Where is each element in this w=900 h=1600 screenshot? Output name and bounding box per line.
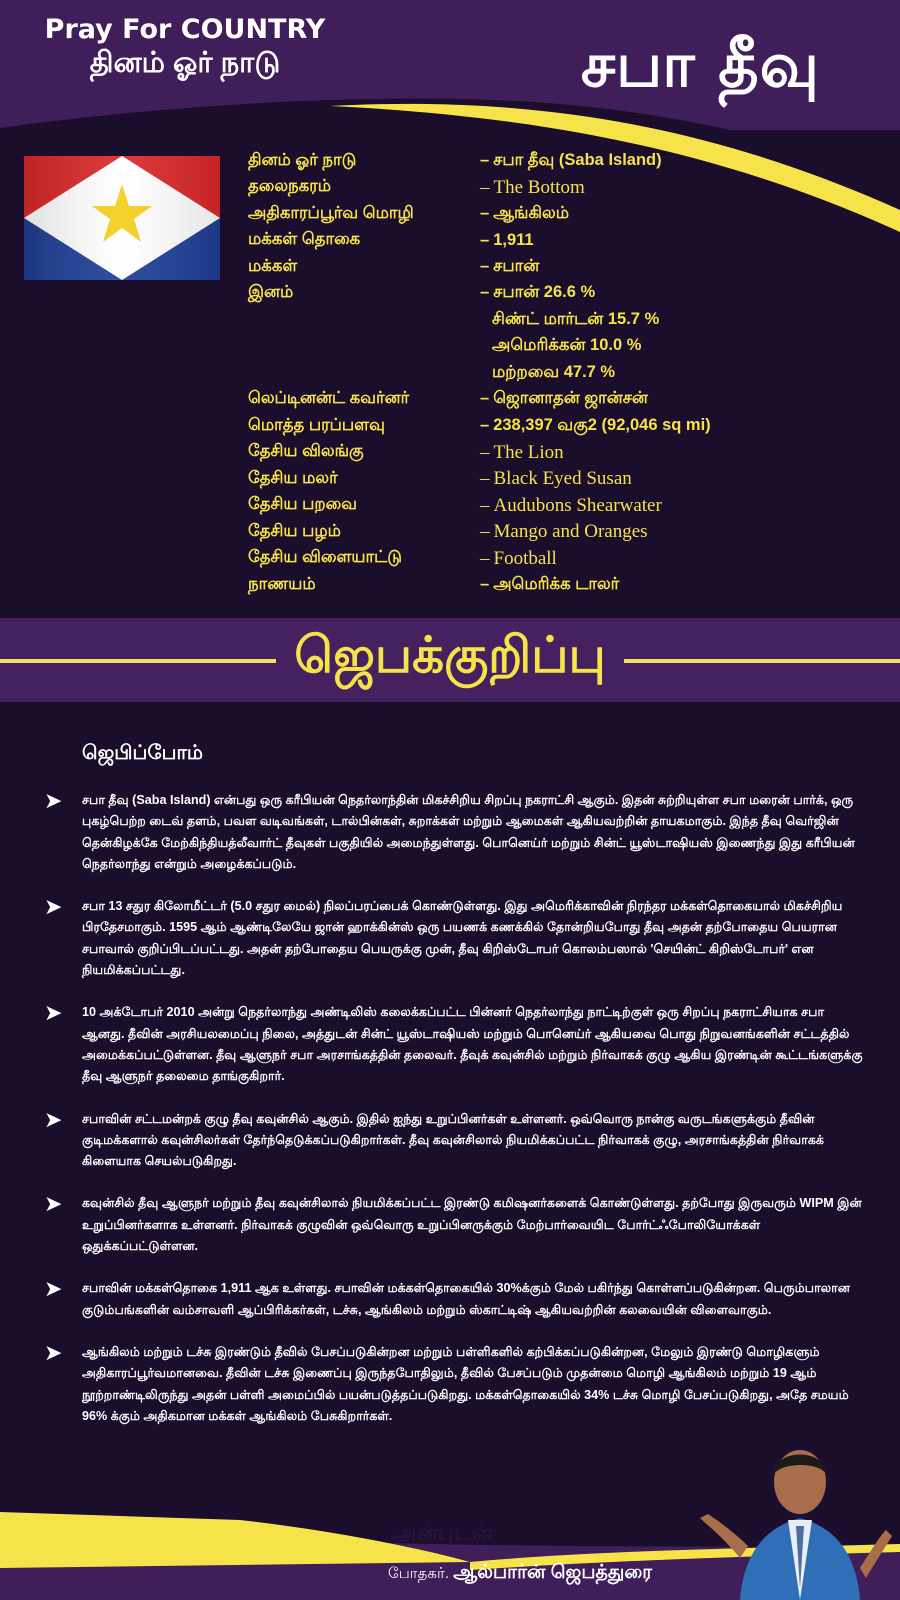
info-label: அதிகாரப்பூர்வ மொழி — [248, 203, 414, 222]
prayer-point-text: சபா தீவு (Saba Island) என்பது ஒரு கரீபியன் நெதர்லாந்தின் மிகச்சிறிய சிறப்பு நகராட்சி ஆகும். இதன் சுற்றியுள்ள சபா மரைன் பார்க், ஒரு புகழ்பெற்ற டைவ் தளம், பவள வடிவங்கள், டால்பின்கள், சுறாக்கள் மற்றும் ஆமைகள் ஆகியவற்றின் தாயகமாகும். இந்த தீவு வெர்ஜின் தென்கிழக்கே மேற்கிந்தியத்லீவார்ட் தீவுகள் பகுதியில் அமைந்துள்ளது. பொனெய்ர் மற்றும் சின்ட் யூஸ்டாஷியஸ் இணைந்து இது கரீபியன் நெதர்லாந்து என்றும் அழைக்கப்படும். — [82, 793, 855, 871]
info-label: தேசிய விளையாட்டு — [248, 548, 403, 567]
arrow-icon: ➤ — [44, 1339, 63, 1365]
anbudan-text: அன்புடன் — [392, 1520, 493, 1545]
info-label: மக்கள் — [248, 256, 298, 275]
prayer-banner — [0, 618, 900, 702]
info-row-ethnicity-2 — [248, 307, 888, 334]
info-row-capital: தலைநகரம் – The Bottom — [248, 176, 585, 198]
saba-flag-icon — [24, 156, 220, 280]
info-row-ethnicity-4 — [248, 360, 888, 387]
arrow-icon: ➤ — [44, 1191, 63, 1217]
info-row-sport: தேசிய விளையாட்டு – Football — [248, 547, 557, 569]
prayer-points — [44, 790, 864, 1448]
preacher-name: ஆல்பார்ன் ஜெபத்துரை — [453, 1562, 653, 1583]
info-label: நாணயம் — [248, 574, 316, 593]
info-label: மக்கள் தொகை — [248, 230, 361, 249]
prayer-point-text: சபாவின் சட்டமன்றக் குழு தீவு கவுன்சில் ஆகும். இதில் ஐந்து உறுப்பினர்கள் உள்ளனர். ஒவ்வொரு நான்கு வருடங்களுக்கும் தீவின் குடிமக்களால் கவுன்சிலர்கள் தேர்ந்தெடுக்கப்படுகிறார்கள். தீவு கவுன்சிலால் நியமிக்கப்பட்ட நிர்வாகக் குழு, அரசாங்கத்தின் நிர்வாகக் கிளையாக செயல்படுகிறது. — [82, 1111, 824, 1169]
pray-title-en: Pray For COUNTRY — [44, 14, 326, 45]
list-item — [44, 1193, 864, 1257]
preacher-photo — [700, 1418, 900, 1600]
info-row-currency: நாணயம் – அமெரிக்க டாலர் — [248, 572, 888, 599]
info-value: Football — [493, 547, 557, 569]
prayer-point-text: 10 அக்டோபர் 2010 அன்று நெதர்லாந்து அண்டிலிஸ் கலைக்கப்பட்ட பின்னர் நெதர்லாந்து நாட்டிற்குள் ஒரு சிறப்பு நகராட்சியாக சபா ஆனது. தீவின் அரசியலமைப்பு நிலை, அத்துடன் சின்ட் யூஸ்டாஷியஸ் மற்றும் பொனெய்ர் ஆகியவை பொது நிறுவனங்களின் சட்டத்தில் அமைக்கப்பட்டுள்ளன. தீவு ஆளுநர் சபா அரசாங்கத்தின் தலைவர். தீவுக் கவுன்சில் மற்றும் நிர்வாகக் குழு ஆகிய இரண்டின் கூட்டங்களுக்கு தீவு ஆளுநர் தலைமை தாங்குகிறார். — [82, 1005, 863, 1084]
info-value: Black Eyed Susan — [493, 468, 632, 490]
list-item — [44, 1278, 864, 1321]
info-value: The Bottom — [493, 176, 585, 198]
info-row-ethnicity: இனம் – சபான் 26.6 % — [248, 281, 888, 308]
preacher-prefix: போதகர். — [388, 1565, 450, 1582]
info-label: தினம் ஓர் நாடு — [248, 150, 357, 169]
prayer-point-text: ஆங்கிலம் மற்றும் டச்சு இரண்டும் தீவில் பேசப்படுகின்றன மற்றும் பள்ளிகளில் கற்பிக்கப்படுகின்றன, மேலும் இரண்டு மொழிகளும் அதிகாரப்பூர்வமானவை. தீவின் டச்சு இணைப்பு இருந்தபோதிலும், தீவில் பேசப்படும் முதன்மை மொழி ஆங்கிலம் மற்றும் 19 ஆம் நூற்றாண்டிலிருந்து அதன் பள்ளி அமைப்பில் பயன்படுத்தப்படுகிறது. மக்கள்தொகையில் 34% டச்சு மொழி பேசப்படுகிறது, அதே சமயம் 96% க்கும் அதிகமான மக்கள் ஆங்கிலம் பேசுகிறார்கள். — [82, 1344, 849, 1423]
pray-title-ta: தினம் ஓர் நாடு — [89, 47, 281, 79]
info-label: தேசிய விலங்கு — [248, 442, 364, 461]
list-item — [44, 790, 864, 875]
info-row-area: மொத்த பரப்பளவு – 238,397 வகு2 (92,046 sq mi) — [248, 413, 888, 440]
prayer-point-text: சபா 13 சதுர கிலோமீட்டர் (5.0 சதுர மைல்) நிலப்பரப்பைக் கொண்டுள்ளது. இது அமெரிக்காவின் நிரந்தர மக்கள்தொகையால் மிகச்சிறிய பிரதேசமாகும். 1595 ஆம் ஆண்டிலேயே ஜான் ஹாக்கின்ஸ் ஒரு பயணக் கணக்கில் தோன்றியபோது தீவு அதன் தற்போதைய பெயரான சபாவால் குறிப்பிடப்பட்டது. அதன் தற்போதைய பெயருக்கு முன், தீவு கிறிஸ்டோபர் கொலம்பஸால் 'செயின்ட் கிறிஸ்டோபர்' என நியமிக்கப்பட்டது. — [82, 899, 843, 978]
info-label: தேசிய பறவை — [248, 495, 358, 514]
info-value: Mango and Oranges — [493, 521, 648, 543]
info-row-animal: தேசிய விலங்கு – The Lion — [248, 441, 564, 463]
arrow-icon: ➤ — [44, 788, 63, 813]
info-label: மொத்த பரப்பளவு — [248, 415, 385, 434]
info-label: தலைநகரம் — [248, 177, 331, 196]
info-value: சபா தீவு (Saba Island) — [493, 150, 662, 169]
info-value: ஆங்கிலம் — [493, 203, 570, 222]
info-row-people: மக்கள் – சபான் — [248, 254, 888, 281]
info-label: தேசிய மலர் — [248, 468, 338, 487]
info-row-population: மக்கள் தொகை – 1,911 — [248, 230, 534, 250]
info-row-bird: தேசிய பறவை – Audubons Shearwater — [248, 494, 662, 516]
preacher-signature — [388, 1562, 652, 1586]
prayer-heading: ஜெபிப்போம் — [82, 742, 203, 764]
prayer-point-text: கவுன்சில் தீவு ஆளுநர் மற்றும் தீவு கவுன்சிலால் நியமிக்கப்பட்ட இரண்டு கமிஷனர்களைக் கொண்டுள்ளது. தற்போது இருவரும் WIPM இன் உறுப்பினர்களாக உள்ளனர். நிர்வாகக் குழுவின் ஒவ்வொரு உறுப்பினருக்கும் மேற்பார்வையிட போர்ட்ஃபோலியோக்கள் ஒதுக்கப்பட்டுள்ளன. — [82, 1196, 862, 1254]
info-label: தேசிய பழம் — [248, 521, 341, 540]
page-title: சபா தீவு — [580, 28, 820, 101]
info-row-ethnicity-3 — [248, 334, 888, 361]
info-value: அமெரிக்கன் 10.0 % — [492, 336, 642, 355]
info-row-fruit: தேசிய பழம் – Mango and Oranges — [248, 521, 648, 543]
info-value: The Lion — [493, 441, 564, 463]
info-value: சபான் — [493, 256, 540, 275]
banner-title-text: ஜெபக்குறிப்பு — [276, 627, 623, 683]
list-item — [44, 1106, 864, 1173]
list-item — [44, 1339, 864, 1427]
info-value: சபான் 26.6 % — [493, 283, 596, 302]
info-row-country: தினம் ஓர் நாடு – சபா தீவு (Saba Island) — [248, 148, 888, 175]
info-value: அமெரிக்க டாலர் — [493, 574, 620, 593]
list-item — [44, 1002, 864, 1087]
info-value: ஜொனாதன் ஜான்சன் — [493, 389, 648, 408]
banner-title — [0, 626, 900, 691]
info-label: இனம் — [248, 283, 294, 302]
info-value: 238,397 வகு2 (92,046 sq mi) — [493, 415, 711, 434]
info-value: மற்றவை 47.7 % — [492, 362, 616, 381]
info-label: லெப்டினன்ட் கவர்னர் — [248, 389, 410, 408]
arrow-icon: ➤ — [44, 1106, 63, 1132]
info-value: சிண்ட் மார்டன் 15.7 % — [492, 309, 660, 328]
info-row-governor: லெப்டினன்ட் கவர்னர் – ஜொனாதன் ஜான்சன் — [248, 387, 888, 414]
info-value: Audubons Shearwater — [493, 494, 662, 516]
country-info — [248, 148, 888, 599]
info-row-language: அதிகாரப்பூர்வ மொழி – ஆங்கிலம் — [248, 201, 888, 228]
info-value: 1,911 — [493, 231, 534, 250]
arrow-icon: ➤ — [44, 894, 63, 920]
list-item — [44, 896, 864, 981]
info-row-flower: தேசிய மலர் – Black Eyed Susan — [248, 468, 632, 490]
arrow-icon: ➤ — [44, 1000, 63, 1026]
prayer-point-text: சபாவின் மக்கள்தொகை 1,911 ஆக உள்ளது. சபாவின் மக்கள்தொகையில் 30%க்கும் மேல் பகிர்ந்து கொள்ளப்படுகின்றன. பெரும்பாலான குடும்பங்களின் வம்சாவளி ஆப்பிரிக்கர்கள், டச்சு, ஆங்கிலம் மற்றும் ஸ்காட்டிஷ் ஆகியவற்றின் கலவையின் விளைவாகும். — [82, 1281, 850, 1317]
arrow-icon: ➤ — [44, 1276, 63, 1302]
